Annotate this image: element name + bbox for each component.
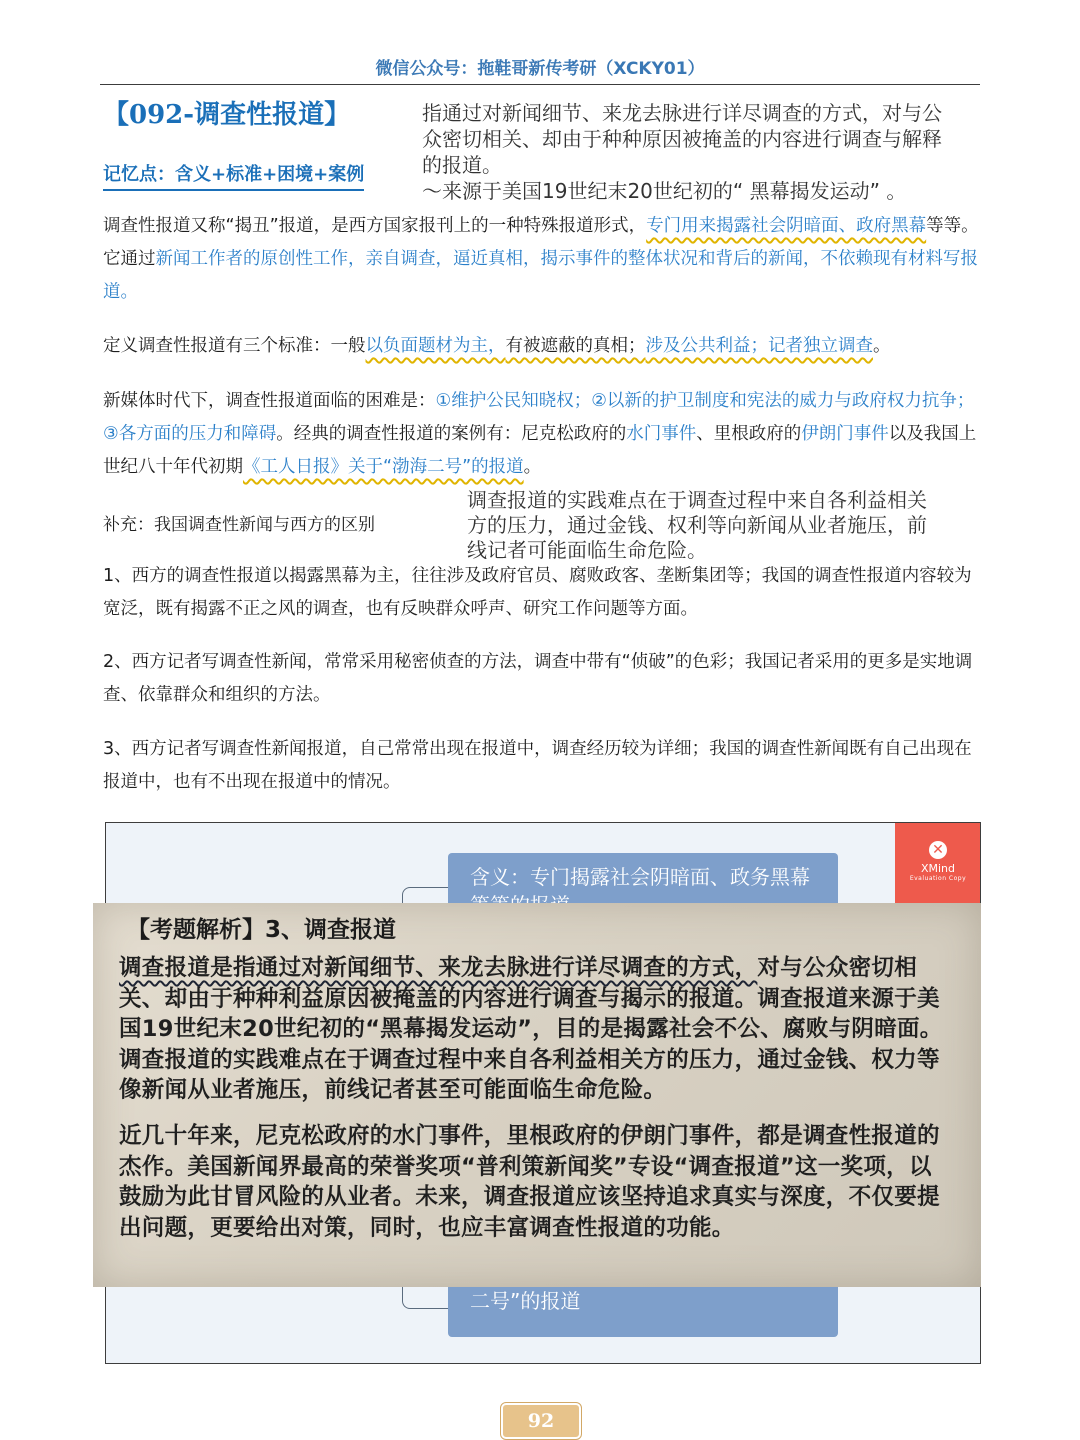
supplement-heading: 补充：我国调查性新闻与西方的区别 <box>103 515 375 535</box>
textbook-photo <box>93 903 981 1287</box>
close-icon: ✕ <box>929 841 947 859</box>
text: 、里根政府的 <box>696 424 802 444</box>
highlight-text: 水门事件 <box>626 424 697 444</box>
memory-points: 记忆点：含义+标准+困境+案例 <box>103 160 364 191</box>
photo-title <box>127 911 396 944</box>
handwritten-difficulty-note <box>467 488 987 563</box>
note-line: 的报道。 <box>422 153 502 177</box>
mindmap-node-meaning: 含义：专门揭露社会阴暗面、政务黑幕 <box>448 853 838 929</box>
section-title: 【092-调查性报道】 <box>103 100 351 130</box>
text: 定义调查性报道有三个标准：一般 <box>103 336 366 356</box>
highlight-text: ①维护公民知晓权；②以新的护卫制度和宪法的威力与政府权力抗争；③各方面的压力和障碍 <box>103 391 975 444</box>
text: 。经典的调查性报道的案例有：尼克松政府的 <box>276 424 627 444</box>
highlight-text: 涉及公共利益；记者独立调查 <box>645 336 873 356</box>
note-line: ～来源于美国19世纪末20世纪初的“ 黑幕揭发运动” 。 <box>422 179 907 203</box>
text: 有被遮蔽的真相； <box>505 336 646 356</box>
photo-paragraph-2: 近几十年来，尼克松政府的水门事件，里根政府的伊朗门事件，都是调查性报道的杰作。美国新闻界最高的荣誉奖项“普利策新闻奖”专设“调查报道”这一奖项，以鼓励为此甘冒风险的从业者。未来，调查报道应该坚持追求真实与深度，不仅要提出问题，更要给出对策，同时，也应丰富调查性报道的功能。 <box>119 1123 940 1241</box>
text: 调查性报道又称“揭丑”报道，是西方国家报刊上的一种特殊报道形式， <box>103 216 647 236</box>
note-line: 线记者可能面临生命危险。 <box>467 538 707 562</box>
point-1: 1、西方的调查性报道以揭露黑幕为主，往往涉及政府官员、腐败政客、垄断集团等；我国的调查性报道内容较为宽泛，既有揭露不正之风的调查，也有反映群众呼声、研究工作问题等方面。 <box>103 566 972 619</box>
highlight-text: 专门用来揭露社会阴暗面、政府黑幕 <box>646 216 927 236</box>
text: 等等。它通过 <box>103 216 979 269</box>
highlight-text: 《工人日报》关于“渤海二号”的报道 <box>243 457 524 477</box>
paragraph-difficulties <box>103 385 983 484</box>
text: 以及我国上世纪八十年代初期 <box>103 424 977 477</box>
photo-title-label: 【考题解析】 <box>127 917 265 943</box>
note-line: 调查报道的实践难点在于调查过程中来自各利益相关 <box>467 488 927 512</box>
text: 新媒体时代下，调查性报道面临的困难是： <box>103 391 436 411</box>
point-3: 3、西方记者写调查性新闻报道，自己常常出现在报道中，调查经历较为详细；我国的调查性新闻既有自己出现在报道中，也有不出现在报道中的情况。 <box>103 739 972 792</box>
photo-text: 对与公众密切相关、却由于种种利益原因被掩盖的内容进行调查与揭示的报道。调查报道来源于美国19世纪末20世纪初的“黑幕揭发运动”，目的是揭露社会不公、腐败与阴暗面。调查报道的实践难点在于调查过程中来自各利益相关方的压力，通过金钱、权力等像新闻从业者施压，前线记者甚至可能面临生命危险。 <box>119 955 943 1103</box>
xmind-sub: Evaluation Copy <box>909 875 967 882</box>
highlight-text: 以负面题材为主， <box>365 336 506 356</box>
note-line: 指通过对新闻细节、来龙去脉进行详尽调查的方式，对与公 <box>422 101 942 125</box>
paragraph-definition <box>103 210 983 309</box>
mindmap-node-case: 二号”的报道 <box>448 1273 838 1337</box>
note-line: 方的压力，通过金钱、权利等向新闻从业者施压，前 <box>467 513 927 537</box>
paragraph-standards <box>103 330 983 363</box>
xmind-name: XMind <box>920 862 956 875</box>
photo-underlined-text: 调查报道是指通过对新闻细节、来龙去脉进行详尽调查的方式， <box>119 955 758 981</box>
point-2: 2、西方记者写调查性新闻，常常采用秘密侦查的方法，调查中带有“侦破”的色彩；我国记者采用的更多是实地调查、依靠群众和组织的方法。 <box>103 652 973 705</box>
highlight-text: 伊朗门事件 <box>801 424 889 444</box>
header-divider <box>100 84 980 85</box>
page-number: 92 <box>501 1403 581 1439</box>
text: 。 <box>523 457 542 477</box>
photo-paragraph-1 <box>119 953 949 1106</box>
xmind-watermark <box>895 823 981 903</box>
text: 。 <box>873 336 891 356</box>
page-header: 微信公众号：拖鞋哥新传考研（XCKY01） <box>375 59 705 79</box>
note-line: 众密切相关、却由于种种原因被掩盖的内容进行调查与解释 <box>422 127 942 151</box>
handwritten-definition-note <box>422 100 992 204</box>
highlight-text: 新闻工作者的原创性工作，亲自调查，逼近真相，揭示事件的整体状况和背后的新闻，不依赖现有材料写报道。 <box>103 249 978 302</box>
photo-title-topic: 3、调查报道 <box>265 917 397 943</box>
